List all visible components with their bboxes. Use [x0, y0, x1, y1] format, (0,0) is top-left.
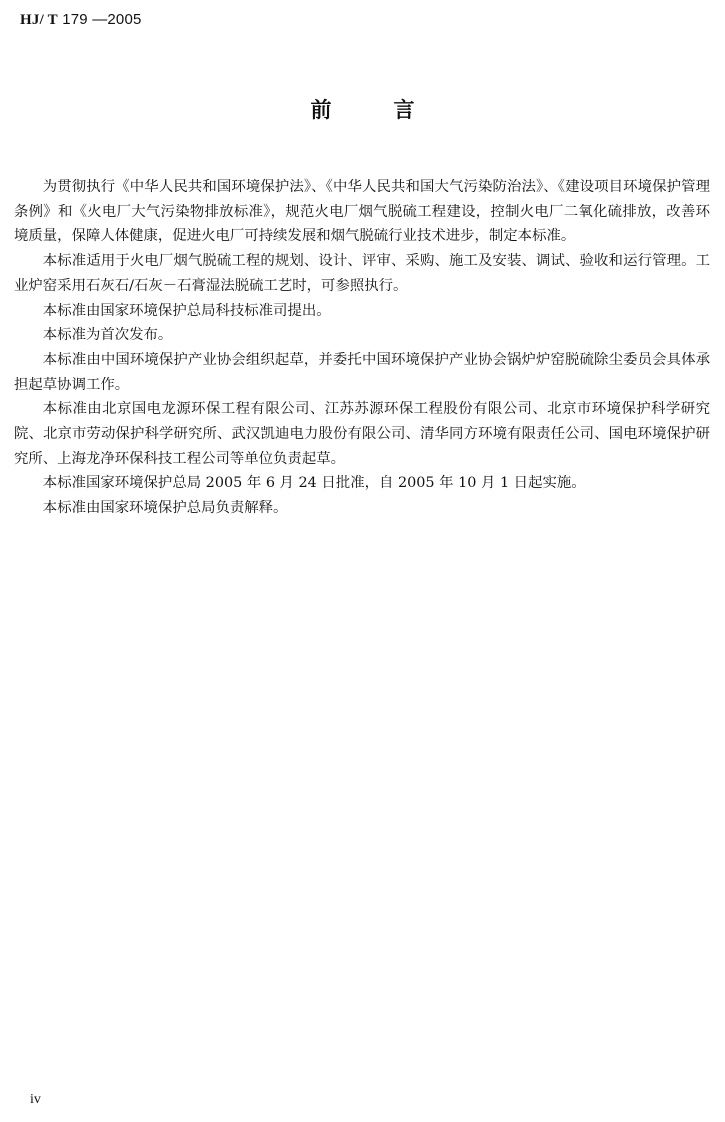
paragraph-drafting-units: 本标准由北京国电龙源环保工程有限公司、江苏苏源环保工程股份有限公司、北京市环境保护科学研究院、北京市劳动保护科学研究所、武汉凯迪电力股份有限公司、清华同方环境有限责任公司、国电环境保护研究所、上海龙净环保科技工程公司等单位负责起草。 [14, 401, 710, 467]
paragraph-purpose: 为贯彻执行《中华人民共和国环境保护法》、《中华人民共和国大气污染防治法》、《建设项目环境保护管理条例》和《火电厂大气污染物排放标准》，规范火电厂烟气脱硫工程建设，控制火电厂二氧化硫排放，改善环境质量，保障人体健康，促进火电厂可持续发展和烟气脱硫行业技术进步，制定本标准。 [14, 179, 710, 245]
paragraph-organizer: 本标准由中国环境保护产业协会组织起草，并委托中国环境保护产业协会锅炉炉窑脱硫除尘委员会具体承担起草协调工作。 [14, 351, 710, 393]
paragraph-proposer: 本标准由国家环境保护总局科技标准司提出。 [42, 302, 331, 319]
paragraph-scope: 本标准适用于火电厂烟气脱硫工程的规划、设计、评审、采购、施工及安装、调试、验收和运行管理。工业炉窑采用石灰石/石灰－石膏湿法脱硫工艺时，可参照执行。 [14, 253, 710, 294]
paragraph-interpretation: 本标准由国家环境保护总局负责解释。 [42, 500, 288, 517]
paragraph-approval-date: 本标准国家环境保护总局 2005 年 6 月 24 日批准，自 2005 年 10 月 1 日起实施。 [42, 475, 586, 492]
standard-code-number: 179 —2005 [57, 11, 142, 28]
paragraph-first-release: 本标准为首次发布。 [42, 327, 173, 344]
foreword-body [14, 175, 710, 521]
standard-code-prefix: HJ/ T [20, 12, 58, 28]
page-number: iv [30, 1092, 41, 1107]
page-title: 前言 [310, 98, 477, 122]
standard-code-header [20, 11, 142, 29]
